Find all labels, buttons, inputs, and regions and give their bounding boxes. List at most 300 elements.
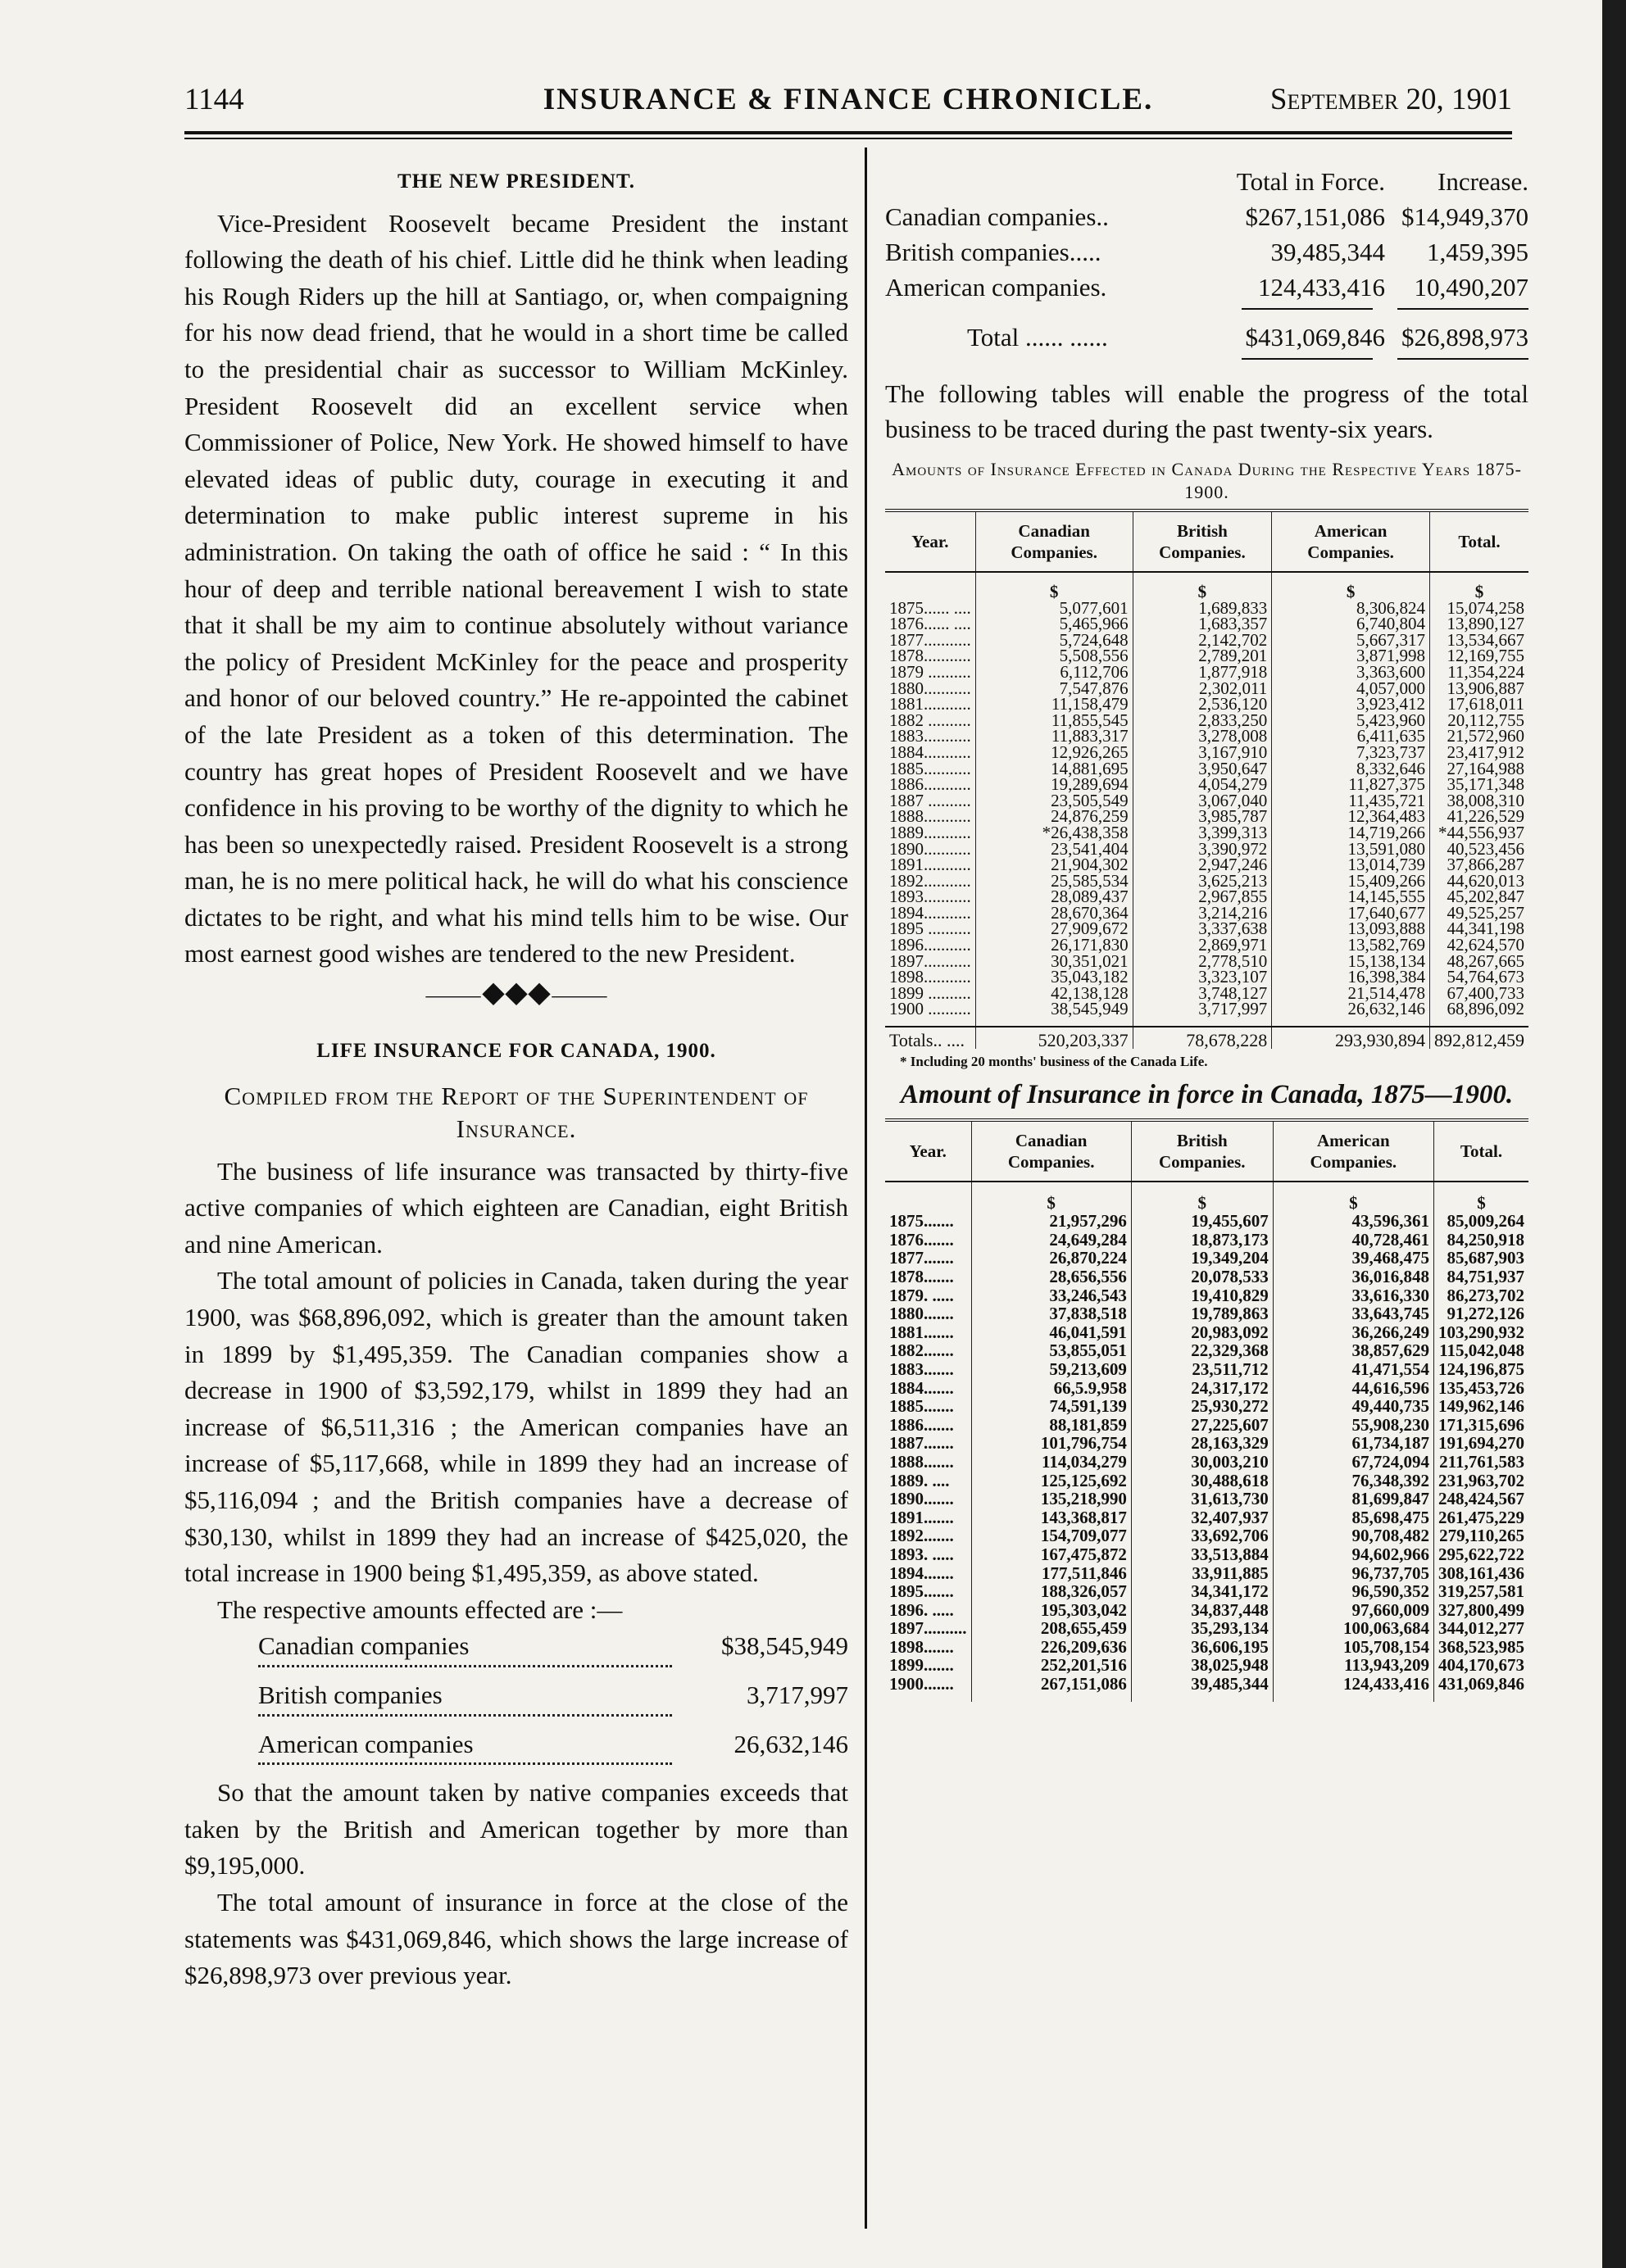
value-cell: 94,602,966: [1273, 1545, 1433, 1564]
year-cell: 1898...........: [889, 967, 971, 987]
value-cell: 45,202,847: [1429, 889, 1528, 905]
value-cell: 36,016,848: [1273, 1268, 1433, 1286]
amount-row: [184, 1677, 848, 1726]
value-cell: 33,643,745: [1273, 1304, 1433, 1323]
value-cell: 211,761,583: [1433, 1453, 1528, 1472]
year-cell: 1880.......: [889, 1304, 954, 1324]
value-cell: 404,170,673: [1433, 1656, 1528, 1675]
value-cell: 8,332,646: [1272, 761, 1430, 778]
value-cell: 15,138,134: [1272, 954, 1430, 970]
value-cell: 295,622,722: [1433, 1545, 1528, 1564]
value-cell: 76,348,392: [1273, 1472, 1433, 1490]
summary-rules-bottom: [885, 358, 1528, 360]
value-cell: 46,041,591: [971, 1323, 1131, 1342]
totals-american: 293,930,894: [1272, 1027, 1430, 1049]
value-cell: 2,947,246: [1133, 857, 1272, 873]
table1-col-british: British Companies.: [1133, 510, 1272, 572]
header-rule: [184, 131, 1512, 139]
dollar-sign: $: [1433, 1182, 1528, 1213]
value-cell: 54,764,673: [1429, 969, 1528, 986]
value-cell: 149,962,146: [1433, 1397, 1528, 1416]
value-cell: 19,289,694: [975, 777, 1133, 793]
value-cell: 3,214,216: [1133, 905, 1272, 922]
value-cell: 13,582,769: [1272, 937, 1430, 954]
paragraph-companies: The business of life insurance was transacted by thirty-five active companies of which eighteen are Canadian, eight British and nine American.: [184, 1156, 848, 1259]
table1-col-total: Total.: [1429, 510, 1528, 572]
year-cell: 1888.......: [889, 1451, 954, 1472]
year-cell: 1881...........: [889, 694, 971, 714]
year-cell: 1890...........: [889, 838, 971, 859]
article-body: Vice-President Roosevelt became President the instant following the death of his chief. Little did he think when leading his Rough Riders up the hill at Santiago, or, when compaigning for his now dead friend, that he would in a short time be called to the presidential chair as successor to William McKinley. President Roosevelt did an excellent service when Commissioner of Police, New York. He showed himself to have elevated ideas of public duty, courage in executing it and determination to make public interest supreme in his administration. On taking the oath of office he said : “ In this hour of deep and terrible national bereavement I wish to state that it shall be my aim to continue absolutely without variance the policy of President McKinley for the peace and prosperity and honor of our beloved country.” He re-appointed the cabinet of the late President as a token of this determination. The country has great hopes of President Roosevelt and we have confidence in his proving to be worthy of the dignity to which he has been so unexpectedly raised. President Roosevelt is a strong man, he is no mere political hack, he will do what his conscience dictates to be right, and what his mind tells him to be wise. Our most earnest good wishes are tendered to the new President.: [184, 208, 848, 968]
year-cell: 1892...........: [889, 870, 971, 891]
table-row: [885, 1001, 1528, 1027]
value-cell: 61,734,187: [1273, 1434, 1433, 1453]
year-cell: 1897..........: [889, 1618, 967, 1639]
year-cell: 1889. ....: [889, 1470, 950, 1490]
value-cell: 30,351,021: [975, 954, 1133, 970]
value-cell: 38,857,629: [1273, 1341, 1433, 1360]
value-cell: 85,698,475: [1273, 1508, 1433, 1527]
value-cell: 91,272,126: [1433, 1304, 1528, 1323]
year-cell: 1884...........: [889, 742, 971, 762]
value-cell: 308,161,436: [1433, 1564, 1528, 1583]
table1-footnote: * Including 20 months' business of the Canada Life.: [900, 1053, 1208, 1069]
table-row: [885, 1526, 1528, 1545]
year-cell: 1899.......: [889, 1655, 954, 1676]
year-cell: 1880...........: [889, 678, 971, 698]
value-cell: 33,513,884: [1131, 1545, 1273, 1564]
value-cell: 6,411,635: [1272, 728, 1430, 745]
value-cell: 97,660,009: [1273, 1601, 1433, 1620]
summary-total-label: Total ...... ......: [967, 323, 1108, 352]
year-cell: 1879. .....: [889, 1285, 954, 1305]
value-cell: 3,717,997: [1133, 1001, 1272, 1027]
year-cell: 1894...........: [889, 902, 971, 923]
year-cell: 1887.......: [889, 1433, 954, 1454]
year-cell: 1898.......: [889, 1636, 954, 1657]
value-cell: 3,923,412: [1272, 696, 1430, 713]
value-cell: 38,025,948: [1131, 1656, 1273, 1675]
value-cell: 33,616,330: [1273, 1286, 1433, 1305]
value-cell: 19,410,829: [1131, 1286, 1273, 1305]
value-cell: 103,290,932: [1433, 1323, 1528, 1342]
left-column: [184, 164, 848, 1994]
summary-force: $267,151,086: [1245, 202, 1385, 231]
table2-col-british: British Companies.: [1131, 1120, 1273, 1182]
value-cell: 13,093,888: [1272, 921, 1430, 937]
value-cell: 42,624,570: [1429, 937, 1528, 954]
summary-total-increase: $26,898,973: [1401, 323, 1528, 352]
year-cell: 1883...........: [889, 726, 971, 746]
value-cell: 88,181,859: [971, 1416, 1131, 1435]
value-cell: *44,556,937: [1429, 825, 1528, 841]
value-cell: 2,967,855: [1133, 889, 1272, 905]
table-row: [885, 1268, 1528, 1286]
value-cell: 13,890,127: [1429, 616, 1528, 633]
year-cell: 1890.......: [889, 1489, 954, 1509]
value-cell: 20,983,092: [1131, 1323, 1273, 1342]
table2-body: [885, 1182, 1528, 1702]
value-cell: 19,789,863: [1131, 1304, 1273, 1323]
value-cell: 3,390,972: [1133, 841, 1272, 858]
dollar-sign: $: [971, 1182, 1131, 1213]
value-cell: 85,687,903: [1433, 1249, 1528, 1268]
totals-canadian: 520,203,337: [975, 1027, 1133, 1049]
table-row: [885, 1675, 1528, 1702]
paragraph-policies: The total amount of policies in Canada, taken during the year 1900, was $68,896,092, which is greater than the amount taken in 1899 by $1,495,359. The Canadian companies show a decrease in 1900 of $3,592,179, whilst in 1899 they had an increase of $6,511,316 ; the American companies have an increase of $5,117,668, while in 1899 they had an increase of $5,116,094 ; and the British companies have a decrease of $30,130, whilst in 1899 they had an increase of $425,020, the total increase in 1900 being $1,495,359, as above stated.: [184, 1266, 848, 1588]
summary-label: Canadian companies..: [885, 202, 1109, 231]
value-cell: 267,151,086: [971, 1675, 1131, 1702]
table-row: [885, 1360, 1528, 1379]
value-cell: 1,689,833: [1133, 601, 1272, 617]
value-cell: 2,142,702: [1133, 633, 1272, 649]
value-cell: 96,590,352: [1273, 1582, 1433, 1601]
value-cell: 84,250,918: [1433, 1231, 1528, 1250]
value-cell: 90,708,482: [1273, 1526, 1433, 1545]
value-cell: 135,453,726: [1433, 1379, 1528, 1398]
value-cell: *26,438,358: [975, 825, 1133, 841]
table2-col-total: Total.: [1433, 1120, 1528, 1182]
amount-value: 3,717,997: [747, 1680, 848, 1709]
value-cell: 279,110,265: [1433, 1526, 1528, 1545]
value-cell: 3,950,647: [1133, 761, 1272, 778]
value-cell: 86,273,702: [1433, 1286, 1528, 1305]
col-total-in-force: Total in Force.: [1236, 167, 1385, 196]
year-cell: 1885...........: [889, 758, 971, 778]
value-cell: 14,881,695: [975, 761, 1133, 778]
table1-col-canadian: Canadian Companies.: [975, 510, 1133, 572]
value-cell: 35,171,348: [1429, 777, 1528, 793]
value-cell: 11,354,224: [1429, 665, 1528, 681]
summary-header-row: [885, 164, 1528, 199]
value-cell: 84,751,937: [1433, 1268, 1528, 1286]
value-cell: 21,957,296: [971, 1212, 1131, 1231]
value-cell: 12,926,265: [975, 745, 1133, 761]
summary-total-row: [885, 320, 1528, 355]
year-cell: 1878...........: [889, 646, 971, 666]
paragraph-amounts-intro: The respective amounts effected are :—: [217, 1594, 623, 1624]
value-cell: 19,455,607: [1131, 1212, 1273, 1231]
value-cell: 5,667,317: [1272, 633, 1430, 649]
insurance-effected-table: [885, 509, 1528, 1049]
value-cell: 13,534,667: [1429, 633, 1528, 649]
value-cell: 177,511,846: [971, 1564, 1131, 1583]
value-cell: 5,077,601: [975, 601, 1133, 617]
value-cell: 252,201,516: [971, 1656, 1131, 1675]
value-cell: 21,514,478: [1272, 986, 1430, 1002]
value-cell: 11,827,375: [1272, 777, 1430, 793]
table1-col-american: American Companies.: [1272, 510, 1430, 572]
year-cell: 1893. .....: [889, 1544, 954, 1564]
value-cell: 38,008,310: [1429, 793, 1528, 810]
totals-label: Totals.. ....: [885, 1027, 975, 1049]
dollar-sign: $: [1272, 572, 1430, 601]
year-cell: 1876.......: [889, 1229, 954, 1250]
publication-title: INSURANCE & FINANCE CHRONICLE.: [543, 83, 1154, 116]
value-cell: 27,909,672: [975, 921, 1133, 937]
summary-force: 124,433,416: [1258, 273, 1385, 302]
value-cell: 22,329,368: [1131, 1341, 1273, 1360]
summary-force: 39,485,344: [1270, 238, 1385, 266]
table-row: [885, 1249, 1528, 1268]
value-cell: 2,789,201: [1133, 648, 1272, 665]
value-cell: 105,708,154: [1273, 1638, 1433, 1657]
year-cell: 1896. .....: [889, 1599, 954, 1620]
dollar-sign: $: [1131, 1182, 1273, 1213]
value-cell: 49,525,257: [1429, 905, 1528, 922]
value-cell: 1,877,918: [1133, 665, 1272, 681]
value-cell: 3,363,600: [1272, 665, 1430, 681]
summary-row: [885, 270, 1528, 305]
value-cell: 167,475,872: [971, 1545, 1131, 1564]
value-cell: 5,724,648: [975, 633, 1133, 649]
value-cell: 15,409,266: [1272, 873, 1430, 890]
table-row: [885, 1341, 1528, 1360]
value-cell: 3,871,998: [1272, 648, 1430, 665]
value-cell: 30,003,210: [1131, 1453, 1273, 1472]
value-cell: 25,585,534: [975, 873, 1133, 890]
table-row: [885, 1416, 1528, 1435]
article-subheading: Compiled from the Report of the Superintendent of Insurance.: [224, 1081, 809, 1143]
value-cell: 135,218,990: [971, 1490, 1131, 1508]
value-cell: 34,837,448: [1131, 1601, 1273, 1620]
value-cell: 24,876,259: [975, 809, 1133, 825]
year-cell: 1882 ..........: [889, 710, 971, 730]
value-cell: 2,869,971: [1133, 937, 1272, 954]
year-cell: 1886...........: [889, 774, 971, 795]
table2-col-year: Year.: [909, 1141, 947, 1161]
value-cell: 12,364,483: [1272, 809, 1430, 825]
value-cell: 16,398,384: [1272, 969, 1430, 986]
amount-row: [184, 1628, 848, 1677]
year-cell: 1888...........: [889, 806, 971, 827]
totals-british: 78,678,228: [1133, 1027, 1272, 1049]
year-cell: 1893...........: [889, 887, 971, 907]
year-cell: 1896...........: [889, 935, 971, 955]
value-cell: 5,508,556: [975, 648, 1133, 665]
table1-header-row: [885, 510, 1528, 572]
value-cell: 11,855,545: [975, 713, 1133, 729]
value-cell: 327,800,499: [1433, 1601, 1528, 1620]
value-cell: 11,158,479: [975, 696, 1133, 713]
value-cell: 42,138,128: [975, 986, 1133, 1002]
value-cell: 100,063,684: [1273, 1619, 1433, 1638]
summary-row: [885, 199, 1528, 234]
year-cell: 1892.......: [889, 1526, 954, 1546]
value-cell: 44,616,596: [1273, 1379, 1433, 1398]
year-cell: 1891.......: [889, 1507, 954, 1527]
value-cell: 2,302,011: [1133, 681, 1272, 697]
year-cell: 1889...........: [889, 822, 971, 842]
value-cell: 33,692,706: [1131, 1526, 1273, 1545]
col-increase: Increase.: [1438, 167, 1528, 196]
value-cell: 40,523,456: [1429, 841, 1528, 858]
dollar-sign: $: [1429, 572, 1528, 601]
value-cell: 85,009,264: [1433, 1212, 1528, 1231]
value-cell: 6,740,804: [1272, 616, 1430, 633]
paragraph-native-companies: So that the amount taken by native companies exceeds that taken by the British and American together by more than $9,195,000.: [184, 1778, 848, 1880]
value-cell: 59,213,609: [971, 1360, 1131, 1379]
value-cell: 43,596,361: [1273, 1212, 1433, 1231]
dollar-sign: $: [975, 572, 1133, 601]
value-cell: 17,618,011: [1429, 696, 1528, 713]
value-cell: 14,719,266: [1272, 825, 1430, 841]
value-cell: 41,226,529: [1429, 809, 1528, 825]
binding-edge: [1602, 0, 1626, 2268]
value-cell: 27,164,988: [1429, 761, 1528, 778]
year-cell: 1875...... ....: [889, 597, 971, 618]
page-header: [184, 82, 1512, 131]
value-cell: 48,267,665: [1429, 954, 1528, 970]
value-cell: 17,640,677: [1272, 905, 1430, 922]
year-cell: 1877...........: [889, 629, 971, 650]
amount-label: Canadian companies: [258, 1628, 672, 1667]
value-cell: 67,400,733: [1429, 986, 1528, 1002]
value-cell: 2,536,120: [1133, 696, 1272, 713]
value-cell: 35,043,182: [975, 969, 1133, 986]
value-cell: 7,323,737: [1272, 745, 1430, 761]
table-row: [885, 1472, 1528, 1490]
year-cell: 1899 ..........: [889, 982, 971, 1003]
value-cell: 23,511,712: [1131, 1360, 1273, 1379]
value-cell: 231,963,702: [1433, 1472, 1528, 1490]
year-cell: 1886.......: [889, 1414, 954, 1435]
value-cell: 2,778,510: [1133, 954, 1272, 970]
table2-header-row: [885, 1120, 1528, 1182]
year-cell: 1877.......: [889, 1248, 954, 1268]
article-heading-new-president: THE NEW PRESIDENT.: [397, 170, 636, 193]
value-cell: 38,545,949: [975, 1001, 1133, 1027]
value-cell: 3,625,213: [1133, 873, 1272, 890]
value-cell: 28,089,437: [975, 889, 1133, 905]
value-cell: 15,074,258: [1429, 601, 1528, 617]
value-cell: 3,748,127: [1133, 986, 1272, 1002]
value-cell: 191,694,270: [1433, 1434, 1528, 1453]
table1-caption: Amounts of Insurance Effected in Canada During the Respective Years 1875-1900.: [892, 459, 1522, 502]
value-cell: 5,465,966: [975, 616, 1133, 633]
value-cell: 3,167,910: [1133, 745, 1272, 761]
value-cell: 31,613,730: [1131, 1490, 1273, 1508]
right-column: [885, 164, 1528, 1702]
issue-date: September 20, 1901: [1269, 83, 1512, 116]
year-cell: 1882.......: [889, 1340, 954, 1361]
value-cell: 55,908,230: [1273, 1416, 1433, 1435]
value-cell: 124,196,875: [1433, 1360, 1528, 1379]
value-cell: 33,246,543: [971, 1286, 1131, 1305]
tables-intro: The following tables will enable the progress of the total business to be traced during the past twenty-six years.: [885, 379, 1528, 443]
value-cell: 115,042,048: [1433, 1341, 1528, 1360]
summary-increase: 1,459,395: [1427, 238, 1528, 266]
table-row: [885, 1564, 1528, 1583]
table-row: [885, 1231, 1528, 1250]
value-cell: 68,896,092: [1429, 1001, 1528, 1027]
table1-col-year: Year.: [911, 532, 949, 551]
value-cell: 74,591,139: [971, 1397, 1131, 1416]
value-cell: 5,423,960: [1272, 713, 1430, 729]
value-cell: 36,606,195: [1131, 1638, 1273, 1657]
table-row: [885, 1638, 1528, 1657]
table1-dollar-row: [885, 572, 1528, 601]
table-row: [885, 1434, 1528, 1453]
year-cell: 1895 ..........: [889, 919, 971, 939]
table-row: [885, 1397, 1528, 1416]
year-cell: 1900 ..........: [889, 999, 971, 1019]
value-cell: 41,471,554: [1273, 1360, 1433, 1379]
value-cell: 26,632,146: [1272, 1001, 1430, 1027]
value-cell: 26,171,830: [975, 937, 1133, 954]
value-cell: 21,572,960: [1429, 728, 1528, 745]
table2-caption: Amount of Insurance in force in Canada, 1875—1900.: [900, 1079, 1514, 1109]
table-row: [885, 1582, 1528, 1601]
value-cell: 27,225,607: [1131, 1416, 1273, 1435]
value-cell: 368,523,985: [1433, 1638, 1528, 1657]
value-cell: 124,433,416: [1273, 1675, 1433, 1702]
value-cell: 6,112,706: [975, 665, 1133, 681]
dollar-sign: $: [1133, 572, 1272, 601]
value-cell: 2,833,250: [1133, 713, 1272, 729]
year-cell: 1885.......: [889, 1396, 954, 1417]
value-cell: 261,475,229: [1433, 1508, 1528, 1527]
value-cell: 3,985,787: [1133, 809, 1272, 825]
value-cell: 28,670,364: [975, 905, 1133, 922]
year-cell: 1883.......: [889, 1359, 954, 1379]
year-cell: 1881.......: [889, 1322, 954, 1342]
ornament-divider: ⸻◆◆◆⸻: [425, 983, 608, 1009]
table-row: [885, 1286, 1528, 1305]
value-cell: 18,873,173: [1131, 1231, 1273, 1250]
value-cell: 23,541,404: [975, 841, 1133, 858]
value-cell: 7,547,876: [975, 681, 1133, 697]
value-cell: 21,904,302: [975, 857, 1133, 873]
year-cell: 1884.......: [889, 1377, 954, 1398]
column-divider: [865, 147, 867, 2229]
table-row: [885, 1379, 1528, 1398]
paragraph-total-in-force: The total amount of insurance in force at the close of the statements was $431,069,846, which shows the large increase of $26,898,973 over previous year.: [184, 1887, 848, 1990]
value-cell: 344,012,277: [1433, 1619, 1528, 1638]
value-cell: 39,468,475: [1273, 1249, 1433, 1268]
value-cell: 67,724,094: [1273, 1453, 1433, 1472]
table2-dollar-row: [885, 1182, 1528, 1213]
value-cell: 39,485,344: [1131, 1675, 1273, 1702]
year-cell: 1878.......: [889, 1267, 954, 1286]
value-cell: 23,417,912: [1429, 745, 1528, 761]
year-cell: 1875.......: [889, 1211, 954, 1232]
value-cell: 37,866,287: [1429, 857, 1528, 873]
value-cell: 3,337,638: [1133, 921, 1272, 937]
insurance-in-force-table: [885, 1118, 1528, 1702]
value-cell: 4,054,279: [1133, 777, 1272, 793]
value-cell: 195,303,042: [971, 1601, 1131, 1620]
value-cell: 101,796,754: [971, 1434, 1131, 1453]
summary-increase: $14,949,370: [1401, 202, 1528, 231]
value-cell: 188,326,057: [971, 1582, 1131, 1601]
value-cell: 11,435,721: [1272, 793, 1430, 810]
totals-total: 892,812,459: [1429, 1027, 1528, 1049]
value-cell: 25,930,272: [1131, 1397, 1273, 1416]
value-cell: 37,838,518: [971, 1304, 1131, 1323]
table-row: [885, 1508, 1528, 1527]
value-cell: 28,656,556: [971, 1268, 1131, 1286]
value-cell: 431,069,846: [1433, 1675, 1528, 1702]
table-row: [885, 1490, 1528, 1508]
value-cell: 319,257,581: [1433, 1582, 1528, 1601]
value-cell: 125,125,692: [971, 1472, 1131, 1490]
value-cell: 35,293,134: [1131, 1619, 1273, 1638]
year-cell: 1894.......: [889, 1563, 954, 1583]
amount-row: [184, 1726, 848, 1776]
value-cell: 44,341,198: [1429, 921, 1528, 937]
value-cell: 143,368,817: [971, 1508, 1131, 1527]
